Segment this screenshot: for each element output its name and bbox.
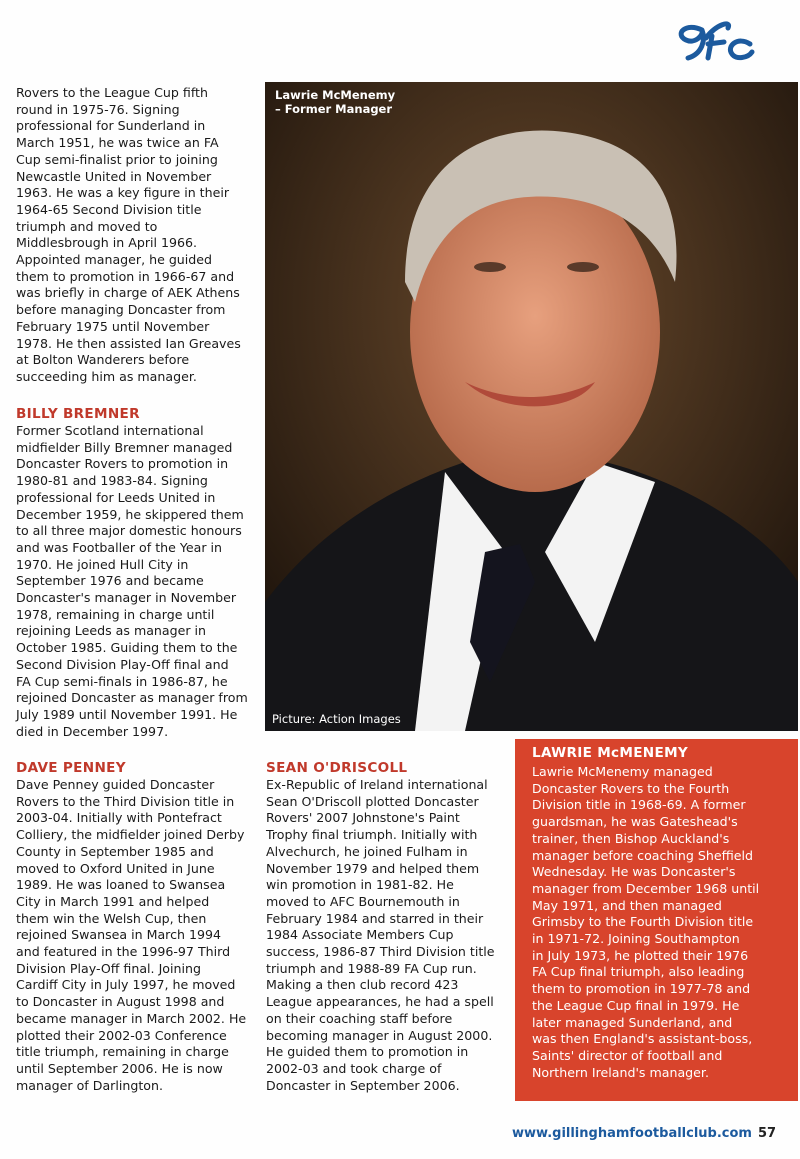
previous-manager-continuation [16,85,262,386]
section-heading: BILLY BREMNER [16,406,140,422]
photo-caption-title: Lawrie McMenemy – Former Manager [275,88,396,116]
section-heading: DAVE PENNEY [16,760,126,776]
section-dave-penney [16,760,262,1094]
club-logo [672,14,762,66]
continuation-text: Rovers to the League Cup fifth round in 1975-76. Signing professional for Sunderland in March 1951, he was twice an FA Cup semi-finalist prior to joining Newcastle United in November 1963. He was a key figure in their 1964-65 Second Division title triumph and moved to Middlesbrough in April 1966. Appointed manager, he guided them to promotion in 1966-67 and was briefly in charge of AEK Athens before managing Doncaster from February 1975 until November 1978. He then assisted Ian Greaves at Bolton Wanderers before succeeding him as manager. [16,85,241,384]
footer-url[interactable]: www.gillinghamfootballclub.com [512,1126,752,1141]
section-sean-odriscoll [266,760,511,1094]
section-lawrie-mcmenemy [515,739,798,1101]
section-heading: LAWRIE McMENEMY [532,745,689,761]
page-number: 57 [757,1126,777,1141]
section-body: Lawrie McMenemy managed Doncaster Rovers to the Fourth Division title in 1968-69. A former guardsman, he was Gateshead's trainer, then Bishop Auckland's manager before coaching Sheffield Wednesday. He was Doncaster's manager from December 1968 until May 1971, and then managed Grimsby to the Fourth Division title in 1971-72. Joining Southampton in July 1973, he plotted their 1976 FA Cup final triumph, also leading them to promotion in 1977-78 and the League Cup final in 1979. He later managed Sunderland, and was then England's assistant-boss, Saints' director of football and Northern Ireland's manager. [532,764,760,1080]
section-heading: SEAN O'DRISCOLL [266,760,408,776]
section-billy-bremner [16,406,262,740]
page-footer [512,1126,776,1141]
section-body: Former Scotland international midfielder Billy Bremner managed Doncaster Rovers to promotion in 1980-81 and 1983-84. Signing professional for Leeds United in December 1959, he skippered them to all three major domestic honours and was Footballer of the Year in 1970. He joined Hull City in September 1976 and became Doncaster's manager in November 1978, remaining in charge until rejoining Leeds as manager in October 1985. Guiding them to the Second Division Play-Off final and FA Cup semi-finals in 1986-87, he rejoined Doncaster as manager from July 1989 until November 1991. He died in December 1997. [16,423,248,739]
section-body: Ex-Republic of Ireland international Sean O'Driscoll plotted Doncaster Rovers' 2007 Johnstone's Paint Trophy final triumph. Initially with Alvechurch, he joined Fulham in November 1979 and helped them win promotion in 1981-82. He moved to AFC Bournemouth in February 1984 and starred in their 1984 Associate Members Cup success, 1986-87 Third Division title triumph and 1988-89 FA Cup run. Making a then club record 423 League appearances, he had a spell on their coaching staff before becoming manager in August 2000. He guided them to promotion in 2002-03 and took charge of Doncaster in September 2006. [266,777,495,1093]
photo-credit: Picture: Action Images [272,712,401,726]
manager-photo [265,82,798,731]
section-body: Dave Penney guided Doncaster Rovers to the Third Division title in 2003-04. Initially with Pontefract Colliery, the midfielder joined Derby County in September 1985 and moved to Oxford United in June 1989. He was loaned to Swansea City in March 1991 and helped them win the Welsh Cup, then rejoined Swansea in March 1994 and featured in the 1996-97 Third Division Play-Off final. Joining Cardiff City in July 1997, he moved to Doncaster in August 1998 and became manager in March 2002. He plotted their 2002-03 Conference title triumph, remaining in charge until September 2006. He is now manager of Darlington. [16,777,247,1093]
